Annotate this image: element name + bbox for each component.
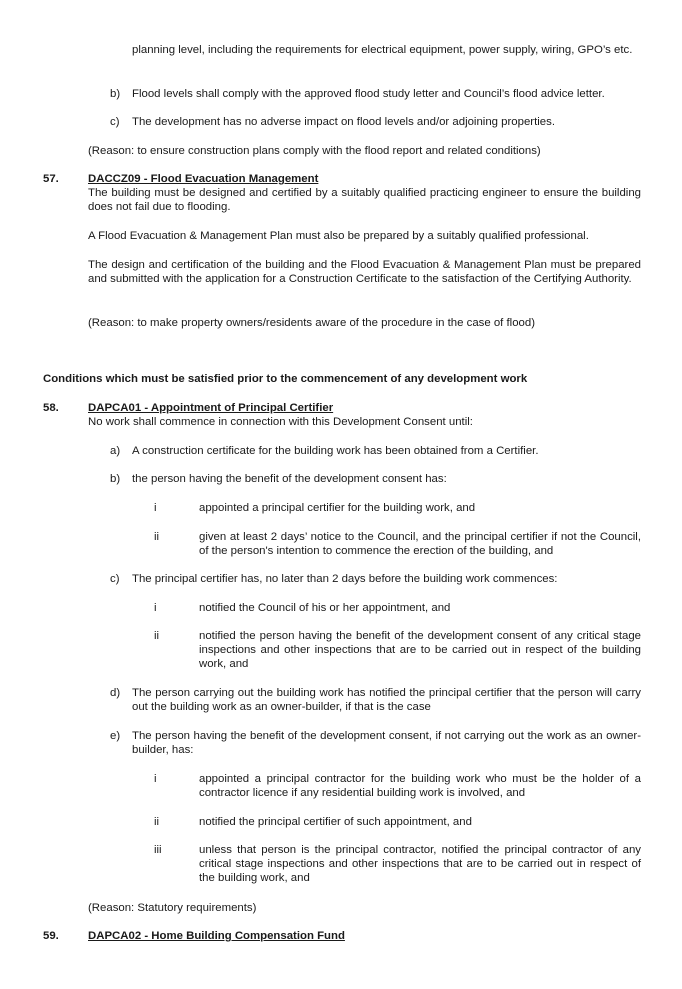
section-heading: Conditions which must be satisfied prior to the commencement of any development work [43, 373, 528, 385]
subitem-label: i [154, 773, 157, 785]
condition-number: 57. [43, 173, 59, 185]
item-text: the person having the benefit of the development consent has: [132, 473, 447, 485]
subitem-text: appointed a principal contractor for the building work who must be the holder of a contractor licence if any residential building work is involved, and [199, 773, 641, 799]
condition-paragraph: The design and certification of the building and the Flood Evacuation & Management Plan must be prepared and submitted with the application for a Construction Certificate to the satisfaction of the Certifying Authority. [88, 259, 641, 285]
item-label: b) [110, 473, 121, 485]
condition-title: DAPCA02 - Home Building Compensation Fund [88, 930, 345, 942]
item-label: b) [110, 88, 121, 100]
item-label: e) [110, 730, 121, 742]
condition-title: DACCZ09 - Flood Evacuation Management [88, 173, 319, 185]
condition-paragraph: No work shall commence in connection with this Development Consent until: [88, 416, 473, 428]
subitem-text: appointed a principal certifier for the building work, and [199, 502, 476, 514]
condition-paragraph: The building must be designed and certified by a suitably qualified practicing engineer to ensure the building does not fail due to flooding. [88, 187, 641, 213]
reason-text: (Reason: to ensure construction plans comply with the flood report and related conditions) [88, 145, 541, 157]
condition-number: 58. [43, 402, 59, 414]
item-text: The person carrying out the building work has notified the principal certifier that the person will carry out the building work as an owner-builder, if that is the case [132, 687, 641, 713]
item-text: The person having the benefit of the development consent, if not carrying out the work as an owner-builder, has: [132, 730, 641, 756]
subitem-label: ii [154, 531, 160, 543]
subitem-label: ii [154, 630, 160, 642]
item-text: The development has no adverse impact on flood levels and/or adjoining properties. [132, 116, 555, 128]
item-label: a) [110, 445, 121, 457]
item-label: d) [110, 687, 121, 699]
subitem-label: iii [154, 844, 162, 856]
subitem-label: i [154, 602, 157, 614]
subitem-text: unless that person is the principal contractor, notified the principal contractor of any critical stage inspections and other inspections that are to be carried out in respect of the building work, and [199, 844, 641, 884]
subitem-text: notified the Council of his or her appointment, and [199, 602, 451, 614]
item-text: A construction certificate for the building work has been obtained from a Certifier. [132, 445, 539, 457]
subitem-text: notified the principal certifier of such appointment, and [199, 816, 472, 828]
subitem-label: i [154, 502, 157, 514]
reason-text: (Reason: Statutory requirements) [88, 902, 257, 914]
condition-title: DAPCA01 - Appointment of Principal Certifier [88, 402, 334, 414]
item-label: c) [110, 573, 120, 585]
subitem-label: ii [154, 816, 160, 828]
item-text: The principal certifier has, no later than 2 days before the building work commences: [132, 573, 558, 585]
item-text: Flood levels shall comply with the approved flood study letter and Council’s flood advice letter. [132, 88, 605, 100]
subitem-text: notified the person having the benefit of the development consent of any critical stage inspections and other inspections that are to be carried out in respect of the building work, and [199, 630, 641, 670]
continued-paragraph: planning level, including the requirements for electrical equipment, power supply, wiring, GPO’s etc. [132, 44, 633, 56]
condition-number: 59. [43, 930, 59, 942]
reason-text: (Reason: to make property owners/residents aware of the procedure in the case of flood) [88, 317, 536, 329]
subitem-text: given at least 2 days’ notice to the Council, and the principal certifier if not the Council, of the person's intention to commence the erection of the building, and [199, 531, 641, 557]
condition-paragraph: A Flood Evacuation & Management Plan must also be prepared by a suitably qualified professional. [88, 230, 589, 242]
item-label: c) [110, 116, 120, 128]
